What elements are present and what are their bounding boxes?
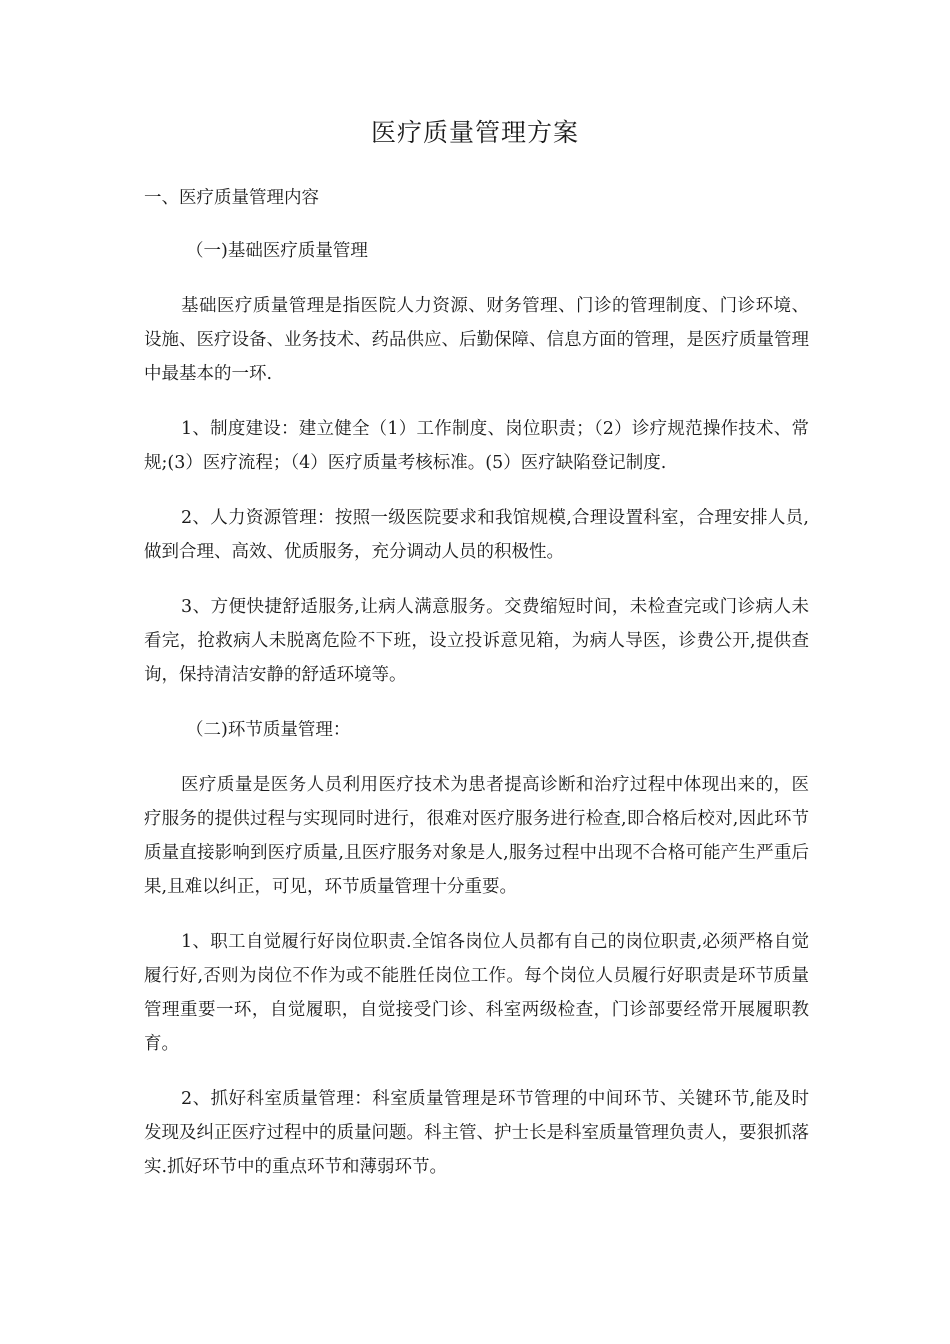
paragraph: 2、人力资源管理：按照一级医院要求和我馆规模,合理设置科室，合理安排人员,做到合理、高效、优质服务，充分调动人员的积极性。 [144, 508, 809, 562]
paragraph: 1、职工自觉履行好岗位职责.全馆各岗位人员都有自己的岗位职责,必须严格自觉履行好,否则为岗位不作为或不能胜任岗位工作。每个岗位人员履行好职责是环节质量管理重要一环，自觉履职，自觉接受门诊、科室两级检查，门诊部要经常开展履职教育。 [144, 932, 809, 1054]
document-title: 医疗质量管理方案 [370, 118, 579, 147]
document-body [144, 181, 809, 1184]
paragraph: 基础医疗质量管理是指医院人力资源、财务管理、门诊的管理制度、门诊环境、设施、医疗设备、业务技术、药品供应、后勤保障、信息方面的管理，是医疗质量管理中最基本的一环. [144, 296, 809, 384]
paragraph: 医疗质量是医务人员利用医疗技术为患者提高诊断和治疗过程中体现出来的，医疗服务的提供过程与实现同时进行，很难对医疗服务进行检查,即合格后校对,因此环节质量直接影响到医疗质量,且医疗服务对象是人,服务过程中出现不合格可能产生严重后果,且难以纠正，可见，环节质量管理十分重要。 [144, 775, 809, 897]
subsection-heading: （二)环节质量管理： [186, 720, 351, 740]
paragraph: 2、抓好科室质量管理：科室质量管理是环节管理的中间环节、关键环节,能及时发现及纠正医疗过程中的质量问题。科主管、护士长是科室质量管理负责人，要狠抓落实.抓好环节中的重点环节和薄弱环节。 [144, 1089, 809, 1177]
section-heading: 一、医疗质量管理内容 [144, 188, 319, 208]
subsection-heading: （一)基础医疗质量管理 [186, 241, 368, 261]
paragraph: 1、制度建设：建立健全（1）工作制度、岗位职责；（2）诊疗规范操作技术、常规;(3）医疗流程；（4）医疗质量考核标准。(5）医疗缺陷登记制度. [144, 419, 809, 473]
paragraph: 3、方便快捷舒适服务,让病人满意服务。交费缩短时间，未检查完或门诊病人未看完，抢救病人未脱离危险不下班，设立投诉意见箱，为病人导医，诊费公开,提供查询，保持清洁安静的舒适环境等。 [144, 597, 809, 685]
